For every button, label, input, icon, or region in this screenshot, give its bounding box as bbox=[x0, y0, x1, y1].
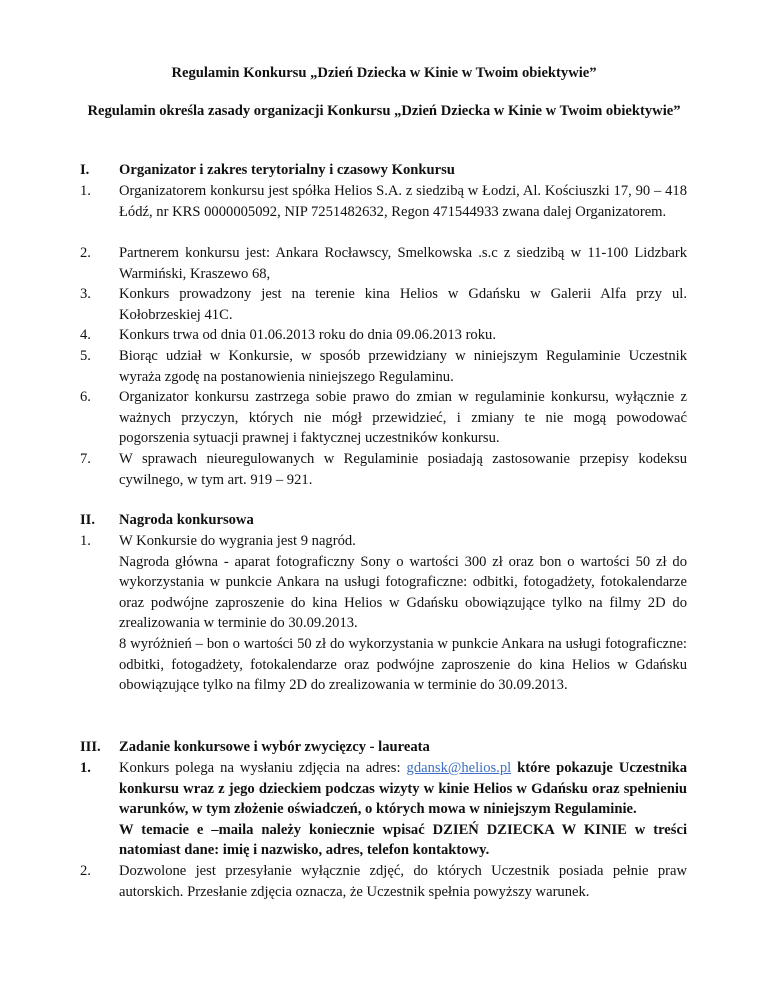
document-subtitle: Regulamin określa zasady organizacji Konkursu „Dzień Dziecka w Kinie w Twoim obiektywie” bbox=[87, 103, 681, 119]
task-text-bold: które pokazuje Uczestnika konkursu wraz z jego dzieckiem podczas wizyty w kinie Helios w Gdańsku oraz spełnieniu warunków, w tym złożenie oświadczeń, o których mowa w niniejszym Regulaminie. bbox=[119, 760, 687, 818]
email-link[interactable]: gdansk@helios.pl bbox=[406, 760, 512, 776]
item-number: 2. bbox=[80, 245, 91, 261]
item-text: Organizator konkursu zastrzega sobie prawo do zmian w regulaminie konkursu, wyłącznie z ważnych przyczyn, których nie mógł przewidzieć, i zmiany te nie mogą powodować pogorszenia sytuacji prawnej i faktycznej uczestników konkursu. bbox=[119, 389, 687, 447]
honorable-mentions-text: 8 wyróżnień – bon o wartości 50 zł do wykorzystania w punkcie Ankara na usługi fotograficzne: odbitki, fotogadżety, fotokalendarze oraz podwójne zaproszenie do kina Helios w Gdańsku obowiązujące tylko na filmy 2D do zrealizowania w terminie do 30.09.2013. bbox=[119, 635, 687, 694]
email-subject-instruction: W temacie e –maila należy koniecznie wpisać DZIEŃ DZIECKA W KINIE w treści natomiast dane: imię i nazwisko, adres, telefon kontaktowy. bbox=[119, 821, 687, 859]
section-number: II. bbox=[80, 512, 96, 528]
task-description bbox=[119, 758, 687, 820]
section-title: Zadanie konkursowe i wybór zwycięzcy - laureata bbox=[119, 739, 430, 755]
main-prize-text: Nagroda główna - aparat fotograficzny Sony o wartości 300 zł oraz bon o wartości 50 zł do wykorzystania w punkcie Ankara na usługi fotograficzne: odbitki, fotogadżety, fotokalendarze oraz podwójne zaproszenie do kina Helios w Gdańsku obowiązujące tylko na filmy 2D do zrealizowania w terminie do 30.09.2013. bbox=[119, 553, 687, 632]
item-number: 6. bbox=[80, 389, 91, 405]
item-text: Konkurs prowadzony jest na terenie kina Helios w Gdańsku w Galerii Alfa przy ul. Kołobrzeskiej 41C. bbox=[119, 286, 687, 323]
item-number: 5. bbox=[80, 348, 91, 364]
item-text bbox=[119, 758, 687, 861]
item-number: 3. bbox=[80, 286, 91, 302]
section-title: Nagroda konkursowa bbox=[119, 512, 254, 528]
item-number: 2. bbox=[80, 863, 91, 879]
item-text: Biorąc udział w Konkursie, w sposób przewidziany w niniejszym Regulaminie Uczestnik wyraża zgodę na postanowienia niniejszego Regulaminu. bbox=[119, 348, 687, 385]
section-title: Organizator i zakres terytorialny i czasowy Konkursu bbox=[119, 162, 455, 178]
item-text bbox=[119, 531, 687, 696]
item-number: 1. bbox=[80, 183, 91, 199]
item-number: 1. bbox=[80, 533, 91, 549]
item-text: Dozwolone jest przesyłanie wyłącznie zdjęć, do których Uczestnik posiada pełnie praw autorskich. Przesłanie zdjęcia oznacza, że Uczestnik spełnia powyższy warunek. bbox=[119, 863, 687, 900]
prize-count-text: W Konkursie do wygrania jest 9 nagród. bbox=[119, 533, 356, 549]
item-text: W sprawach nieuregulowanych w Regulaminie posiadają zastosowanie przepisy kodeksu cywilnego, w tym art. 919 – 921. bbox=[119, 451, 687, 488]
item-text: Organizatorem konkursu jest spółka Helios S.A. z siedzibą w Łodzi, Al. Kościuszki 17, 90 – 418 Łódź, nr KRS 0000005092, NIP 7251482632, Regon 471544933 zwana dalej Organizatorem. bbox=[119, 183, 687, 220]
item-number: 7. bbox=[80, 451, 91, 467]
task-text-start: Konkurs polega na wysłaniu zdjęcia na adres: bbox=[119, 760, 407, 776]
section-number: III. bbox=[80, 739, 101, 755]
item-number: 1. bbox=[80, 760, 91, 776]
document-title: Regulamin Konkursu „Dzień Dziecka w Kinie w Twoim obiektywie” bbox=[171, 65, 597, 81]
section-number: I. bbox=[80, 162, 90, 178]
item-number: 4. bbox=[80, 327, 91, 343]
item-text: Partnerem konkursu jest: Ankara Rocławscy, Smelkowska .s.c z siedzibą w 11-100 Lidzbark Warmiński, Kraszewo 68, bbox=[119, 245, 687, 282]
item-text: Konkurs trwa od dnia 01.06.2013 roku do dnia 09.06.2013 roku. bbox=[119, 327, 496, 343]
